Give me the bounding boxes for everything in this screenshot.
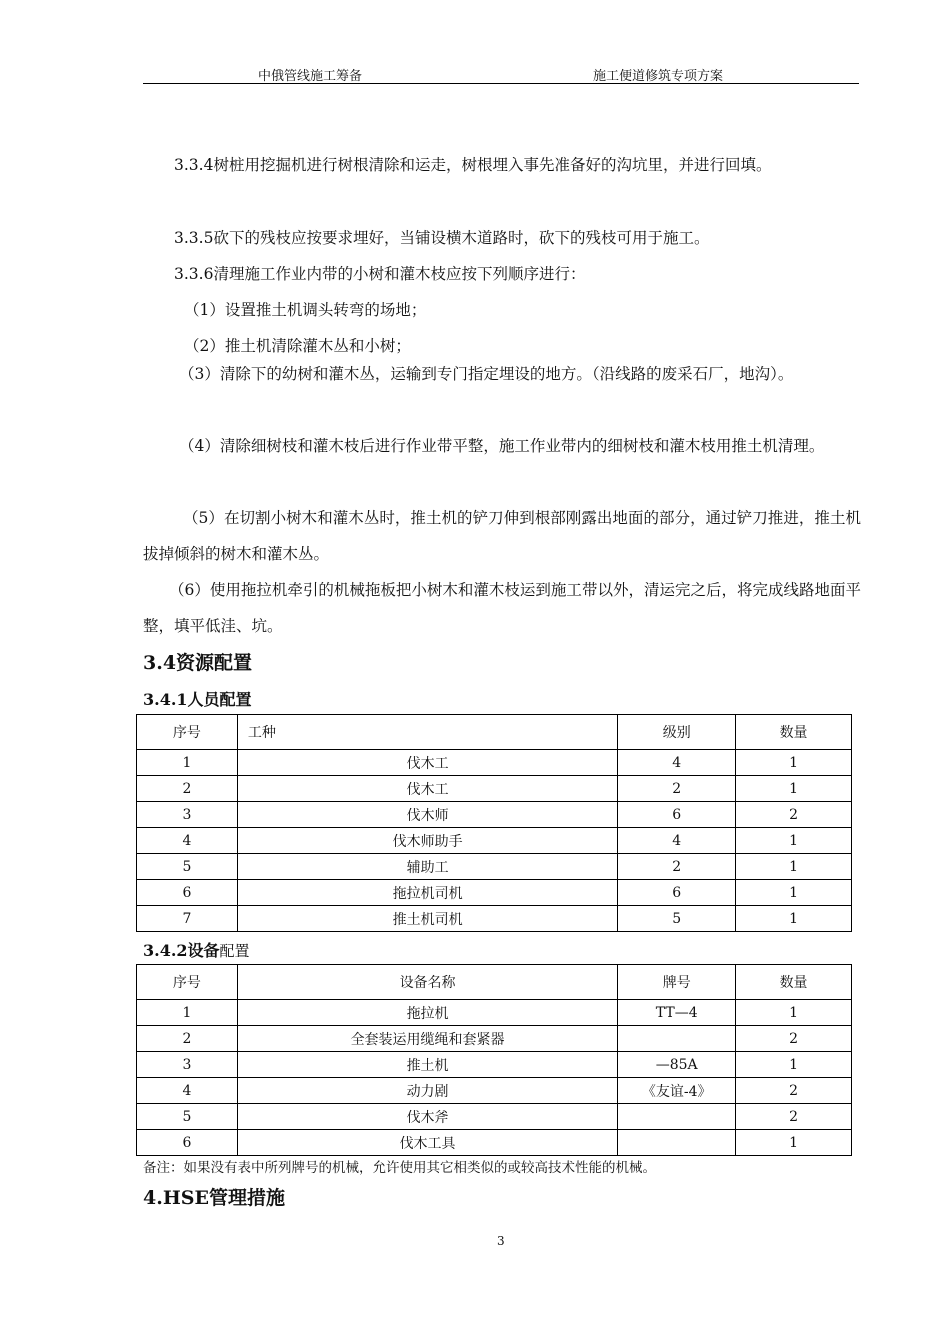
table-cell: 2 <box>137 1026 238 1052</box>
personnel-title: 3.4.1人员配置 <box>143 690 252 709</box>
step-4: （4）清除细树枝和灌木枝后进行作业带平整，施工作业带内的细树枝和灌木枝用推土机清理。 <box>179 437 825 455</box>
table-cell <box>618 1104 736 1130</box>
table-cell: 《友谊-4》 <box>618 1078 736 1104</box>
table-cell: 伐木师 <box>237 802 617 828</box>
header-cell: 工种 <box>237 715 617 750</box>
equipment-title-bold: 3.4.2设备 <box>143 941 220 960</box>
header-cell: 序号 <box>137 715 238 750</box>
table-row <box>137 1000 852 1026</box>
table-cell: 4 <box>137 1078 238 1104</box>
header-left: 中俄管线施工筹备 <box>258 69 363 84</box>
table-cell: 1 <box>736 776 852 802</box>
table-row <box>137 854 852 880</box>
section-4-title: 4.HSE管理措施 <box>143 1187 285 1209</box>
table-cell: 1 <box>736 828 852 854</box>
table-cell: 6 <box>618 880 736 906</box>
table-cell: —85A <box>618 1052 736 1078</box>
equipment-title <box>143 938 250 961</box>
table-cell: 4 <box>137 828 238 854</box>
table-cell: 推土机 <box>237 1052 617 1078</box>
table-cell: 1 <box>736 1052 852 1078</box>
equipment-table <box>136 964 852 1156</box>
table-row <box>137 802 852 828</box>
table-cell: 1 <box>736 1130 852 1156</box>
equipment-title-light: 配置 <box>219 942 250 960</box>
section-3-4-title: 3.4资源配置 <box>143 652 253 674</box>
table-cell: 1 <box>736 1000 852 1026</box>
table-cell: 3 <box>137 1052 238 1078</box>
table-cell: 1 <box>736 854 852 880</box>
table-header-row <box>137 715 852 750</box>
table-cell: 伐木工 <box>237 750 617 776</box>
table-row <box>137 828 852 854</box>
table-cell: 1 <box>736 750 852 776</box>
table-cell: 3 <box>137 802 238 828</box>
table-cell: 辅助工 <box>237 854 617 880</box>
table-cell: 5 <box>618 906 736 932</box>
table-cell: 全套装运用缆绳和套紧器 <box>237 1026 617 1052</box>
table-row <box>137 750 852 776</box>
table-cell: 1 <box>736 906 852 932</box>
header-cell: 数量 <box>736 965 852 1000</box>
table-cell <box>618 1130 736 1156</box>
table-cell: 推土机司机 <box>237 906 617 932</box>
header-right: 施工便道修筑专项方案 <box>593 69 724 84</box>
table-cell: 1 <box>736 880 852 906</box>
table-cell: 4 <box>618 750 736 776</box>
table-cell: 拖拉机 <box>237 1000 617 1026</box>
table-cell: 2 <box>736 1026 852 1052</box>
paragraph-3-3-4: 3.3.4树桩用挖掘机进行树根清除和运走，树根埋入事先准备好的沟坑里，并进行回填。 <box>174 156 772 174</box>
paragraph-3-3-5: 3.3.5砍下的残枝应按要求埋好，当铺设横木道路时，砍下的残枝可用于施工。 <box>174 229 710 247</box>
table-cell: 伐木工 <box>237 776 617 802</box>
table-cell: 1 <box>137 750 238 776</box>
table-cell: 7 <box>137 906 238 932</box>
step-5: （5）在切割小树木和灌木丛时，推土机的铲刀伸到根部刚露出地面的部分，通过铲刀推进，推土机拔掉倾斜的树木和灌木丛。 <box>143 509 861 563</box>
table-cell: 伐木师助手 <box>237 828 617 854</box>
step-1: （1）设置推土机调头转弯的场地； <box>184 301 427 319</box>
header-cell: 数量 <box>736 715 852 750</box>
table-cell: 6 <box>137 880 238 906</box>
table-row <box>137 880 852 906</box>
table-cell: TT—4 <box>618 1000 736 1026</box>
table-cell: 伐木斧 <box>237 1104 617 1130</box>
table-row <box>137 906 852 932</box>
table-row <box>137 1078 852 1104</box>
table-cell: 4 <box>618 828 736 854</box>
paragraph-3-3-6: 3.3.6清理施工作业内带的小树和灌木枝应按下列顺序进行： <box>174 265 586 283</box>
table-row <box>137 1130 852 1156</box>
header-cell: 序号 <box>137 965 238 1000</box>
table-cell: 2 <box>736 802 852 828</box>
page-number: 3 <box>497 1234 505 1248</box>
table-cell: 6 <box>618 802 736 828</box>
header-cell: 牌号 <box>618 965 736 1000</box>
header-cell: 设备名称 <box>237 965 617 1000</box>
table-row <box>137 1104 852 1130</box>
table-cell: 伐木工具 <box>237 1130 617 1156</box>
table-row <box>137 1026 852 1052</box>
table-cell: 1 <box>137 1000 238 1026</box>
table-cell: 5 <box>137 1104 238 1130</box>
table-cell: 5 <box>137 854 238 880</box>
table-cell: 2 <box>137 776 238 802</box>
table-cell: 动力剧 <box>237 1078 617 1104</box>
step-3: （3）清除下的幼树和灌木丛，运输到专门指定埋设的地方。（沿线路的废采石厂，地沟）。 <box>179 365 794 383</box>
table-cell: 2 <box>736 1104 852 1130</box>
step-6: （6）使用拖拉机牵引的机械拖板把小树木和灌木枝运到施工带以外，清运完之后，将完成线路地面平整，填平低洼、坑。 <box>143 581 861 635</box>
table-cell: 2 <box>618 854 736 880</box>
table-cell: 6 <box>137 1130 238 1156</box>
table-row <box>137 1052 852 1078</box>
table-cell: 拖拉机司机 <box>237 880 617 906</box>
table-cell <box>618 1026 736 1052</box>
table-header-row <box>137 965 852 1000</box>
step-2: （2）推土机清除灌木丛和小树； <box>184 337 411 355</box>
table-cell: 2 <box>736 1078 852 1104</box>
header-rule <box>143 83 859 84</box>
table-cell: 2 <box>618 776 736 802</box>
table-row <box>137 776 852 802</box>
personnel-table <box>136 714 852 932</box>
table-note: 备注：如果没有表中所列牌号的机械，允许使用其它相类似的或较高技术性能的机械。 <box>143 1160 656 1176</box>
header-cell: 级别 <box>618 715 736 750</box>
